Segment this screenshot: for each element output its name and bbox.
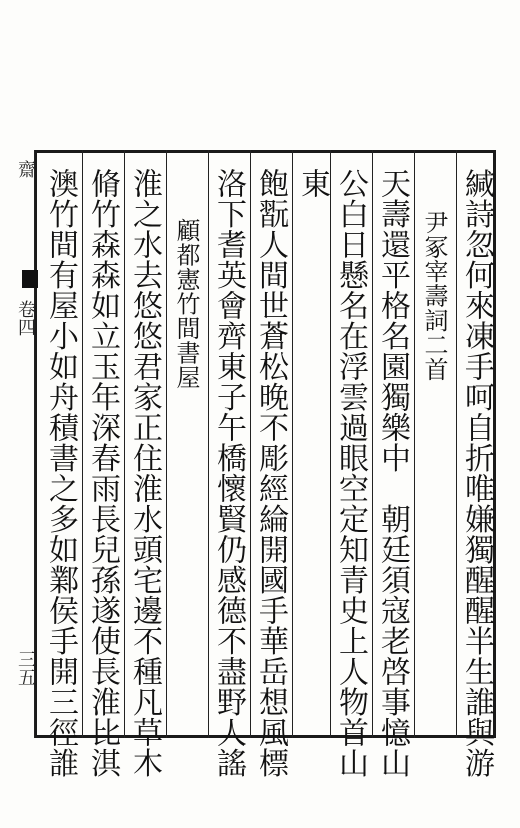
text-column: 天壽還平格名園獨樂中 朝廷須寇老啓事憶山 <box>375 168 410 778</box>
banxin-title: 齋 <box>15 160 36 178</box>
center-column <box>10 150 35 738</box>
text-column: 緘詩忽何來凍手呵自折唯嫌獨醒醒半生誰與游 <box>459 168 494 778</box>
text-column: 澳竹間有屋小如舟積書之多如鄴侯手開三徑誰 <box>43 168 78 778</box>
text-column: 公白日懸名在浮雲過眼空定知青史上人物首山 <box>333 168 368 778</box>
column-rule <box>372 150 373 738</box>
column-rule <box>250 150 251 738</box>
text-column: 洛下耆英會齊東子午橋懷賢仍感德不盡野人謠 <box>211 168 246 778</box>
column-rule <box>124 150 125 738</box>
column-rule <box>456 150 457 738</box>
banxin-volume: 卷四 <box>15 300 36 336</box>
column-rule <box>330 150 331 738</box>
column-rule <box>82 150 83 738</box>
section-heading: 顧都憲竹間書屋 <box>172 218 200 390</box>
text-column: 東 <box>295 168 330 199</box>
column-rule <box>414 150 415 738</box>
section-heading: 尹冢宰壽詞二首 <box>420 210 448 382</box>
text-column: 脩竹森森如立玉年深春雨長兒孫遂使長淮比淇 <box>85 168 120 778</box>
column-rule <box>166 150 167 738</box>
fish-tail-mark <box>22 270 38 288</box>
column-rule <box>208 150 209 738</box>
text-column: 淮之水去悠悠君家正住淮水頭宅邊不種凡草木 <box>127 168 162 778</box>
banxin-page-number: 三五 <box>15 650 36 686</box>
text-column: 飽翫人間世蒼松晚不彫經綸開國手華岳想風標 <box>253 168 288 778</box>
column-rule <box>292 150 293 738</box>
